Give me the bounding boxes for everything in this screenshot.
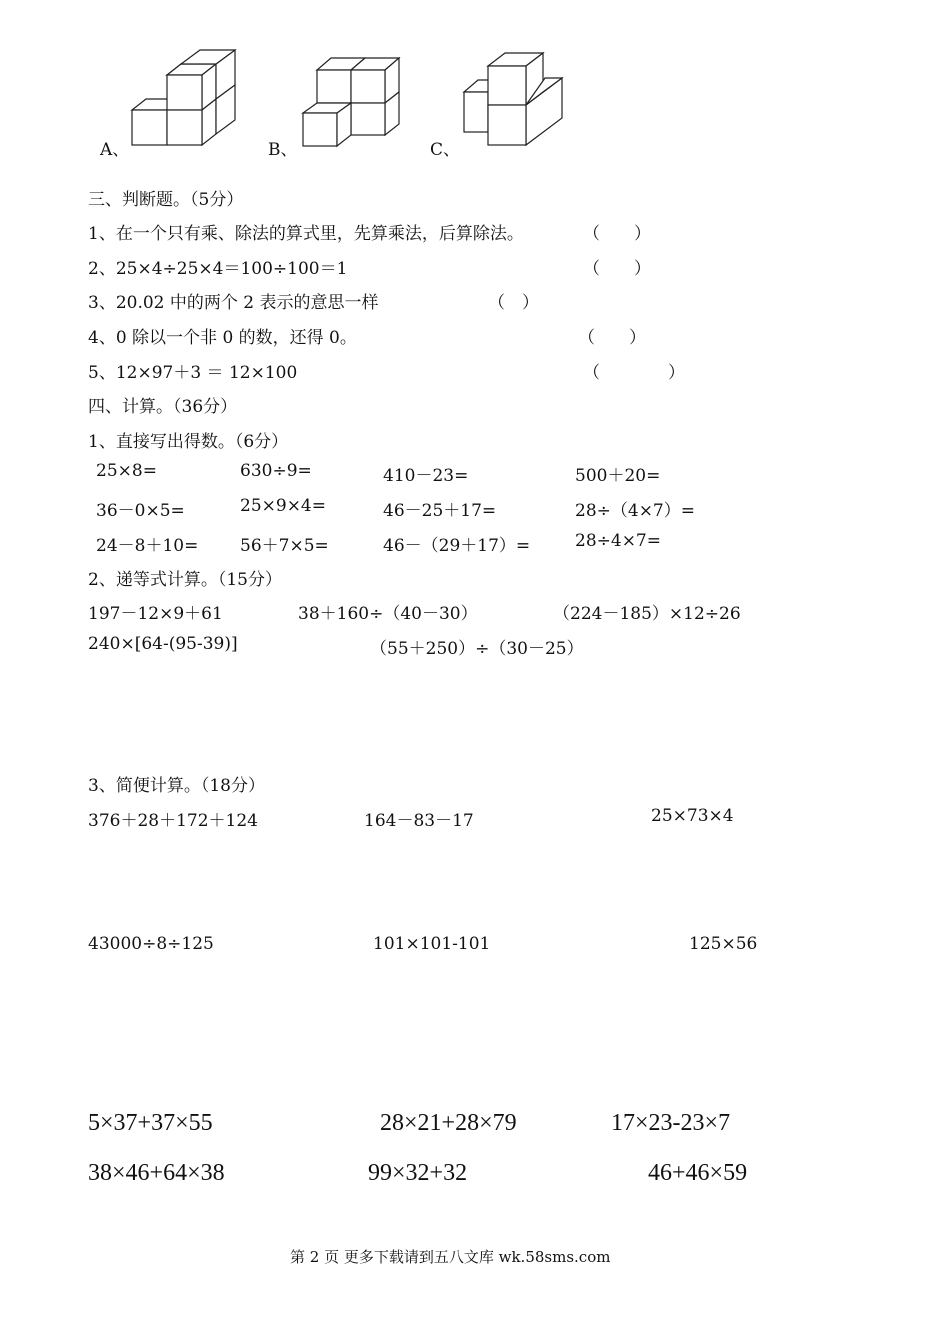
section3-title: 三、判断题。（5分） xyxy=(88,190,244,210)
judge-item-1: 1、在一个只有乘、除法的算式里，先算乘法，后算除法。 xyxy=(88,224,524,244)
judge-blank-5[interactable]: （ ） xyxy=(583,363,685,383)
part2-title: 2、递等式计算。（15分） xyxy=(88,570,282,590)
judge-item-2: 2、25×4÷25×4＝100÷100＝1 xyxy=(88,259,348,279)
judge-blank-1[interactable]: （ ） xyxy=(583,224,651,244)
simple-calc-8: 28×21+28×79 xyxy=(380,1110,517,1136)
simple-calc-12: 46+46×59 xyxy=(648,1160,748,1186)
oral-r2c4: 28÷（4×7）= xyxy=(575,501,695,521)
judge-blank-3[interactable]: （ ） xyxy=(488,293,539,313)
judge-item-5: 5、12×97＋3 ＝ 12×100 xyxy=(88,363,298,383)
judge-item-3: 3、20.02 中的两个 2 表示的意思一样 xyxy=(88,293,379,313)
part3-title: 3、简便计算。（18分） xyxy=(88,776,265,796)
part1-title: 1、直接写出得数。（6分） xyxy=(88,432,289,452)
judge-blank-4[interactable]: （ ） xyxy=(578,328,646,348)
oral-r2c2: 25×9×4= xyxy=(240,496,326,516)
figure-a-label: A、 xyxy=(100,140,130,160)
simple-calc-1: 376＋28＋172＋124 xyxy=(88,811,258,831)
judge-blank-2[interactable]: （ ） xyxy=(583,259,651,279)
simple-calc-7: 5×37+37×55 xyxy=(88,1110,213,1136)
oral-r3c4: 28÷4×7= xyxy=(575,531,661,551)
judge-item-4: 4、0 除以一个非 0 的数，还得 0。 xyxy=(88,328,357,348)
oral-r3c2: 56＋7×5= xyxy=(240,536,329,556)
simple-calc-4: 43000÷8÷125 xyxy=(88,934,214,954)
step-calc-5: （55＋250）÷（30－25） xyxy=(370,639,584,659)
figure-a-cubes xyxy=(132,50,235,145)
page-footer: 第 2 页 更多下载请到五八文库 wk.58sms.com xyxy=(290,1248,611,1266)
simple-calc-5: 101×101-101 xyxy=(373,934,491,954)
oral-r3c3: 46－（29＋17）= xyxy=(383,536,531,556)
simple-calc-10: 38×46+64×38 xyxy=(88,1160,225,1186)
oral-r2c3: 46－25＋17= xyxy=(383,501,497,521)
oral-r1c3: 410－23= xyxy=(383,466,469,486)
simple-calc-9: 17×23-23×7 xyxy=(611,1110,731,1136)
oral-r2c1: 36－0×5= xyxy=(96,501,185,521)
section4-title: 四、计算。（36分） xyxy=(88,397,238,417)
figure-c-cubes xyxy=(464,53,562,145)
oral-r3c1: 24－8＋10= xyxy=(96,536,199,556)
oral-r1c4: 500＋20= xyxy=(575,466,661,486)
simple-calc-11: 99×32+32 xyxy=(368,1160,468,1186)
simple-calc-2: 164－83－17 xyxy=(364,811,474,831)
figure-b-label: B、 xyxy=(268,140,298,160)
figure-c-label: C、 xyxy=(430,140,461,160)
simple-calc-6: 125×56 xyxy=(689,934,758,954)
cube-figures xyxy=(0,0,950,160)
step-calc-2: 38＋160÷（40－30） xyxy=(298,604,478,624)
step-calc-3: （224－185）×12÷26 xyxy=(553,604,741,624)
step-calc-1: 197－12×9＋61 xyxy=(88,604,223,624)
oral-r1c1: 25×8= xyxy=(96,461,157,481)
step-calc-4: 240×[64-(95-39)] xyxy=(88,634,238,654)
simple-calc-3: 25×73×4 xyxy=(651,806,734,826)
oral-r1c2: 630÷9= xyxy=(240,461,312,481)
figure-b-cubes xyxy=(303,58,399,146)
